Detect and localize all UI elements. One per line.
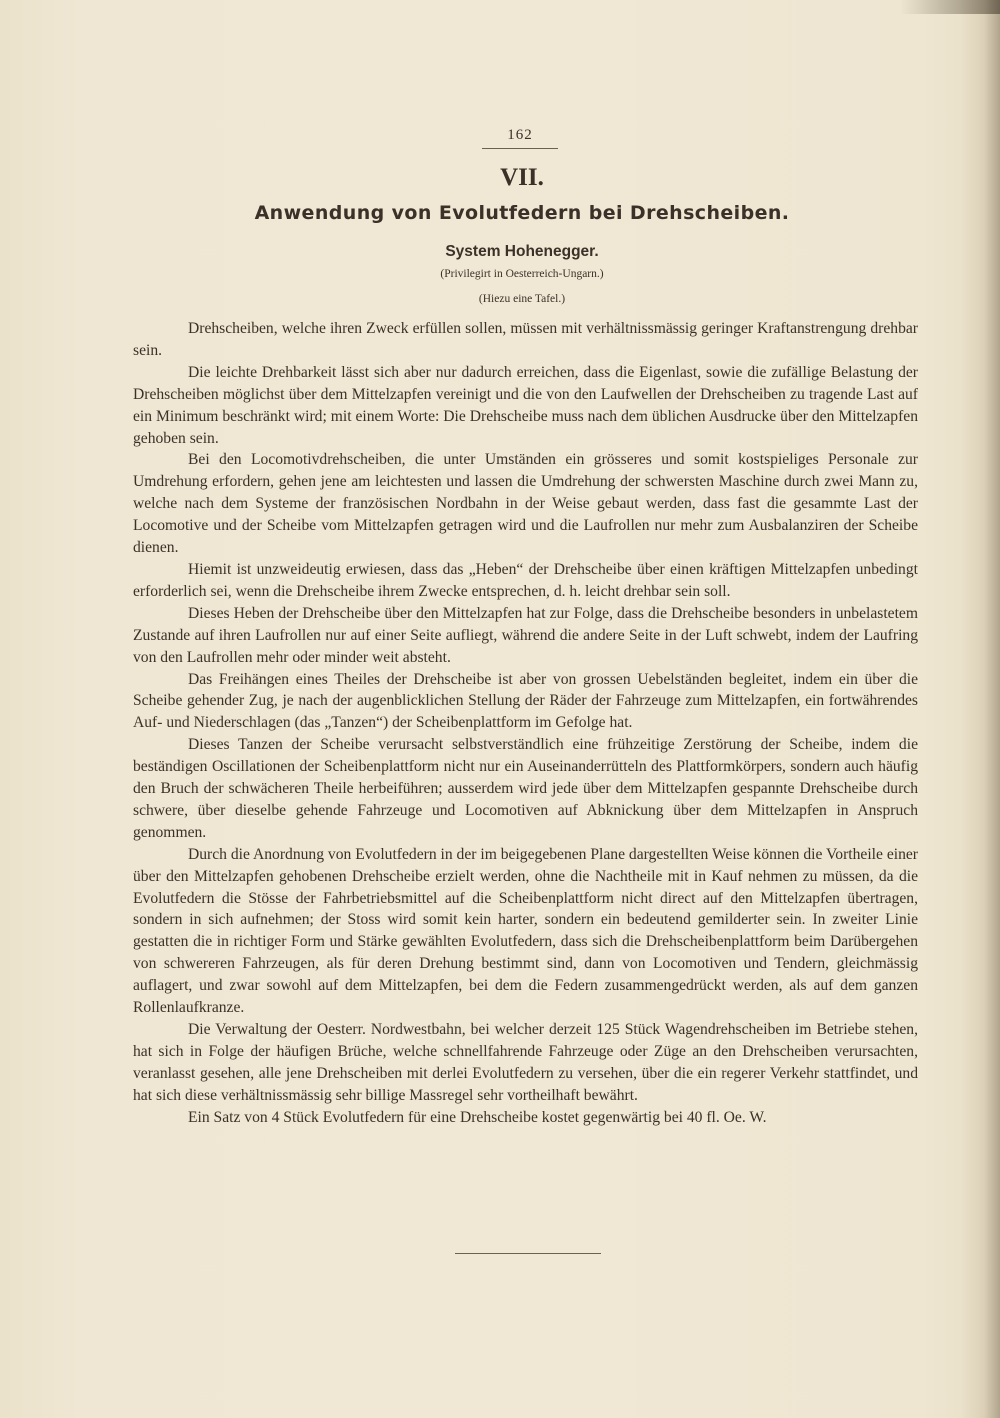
paragraph: Dieses Tanzen der Scheibe verursacht selbstverständlich eine frühzeitige Zerstörung der Scheibe, indem die beständigen Oscillationen der Scheibenplattform nicht nur ein Auseinanderrütteln des Plattformkörpers, sondern auch häufig den Bruch der schwächeren Theile herbeiführen; ausserdem wird jede über dem Mittelzapfen gespannte Drehscheibe durch schwere, über dieselbe gehende Fahrzeuge und Locomotiven auf Abknickung über dem Mittelzapfen in Anspruch genommen. [133, 736, 918, 841]
paragraph: Das Freihängen eines Theiles der Drehscheibe ist aber von grossen Uebelständen begleitet, indem ein über die Scheibe gehender Zug, je nach der augenblicklichen Stellung der Räder der Fahrzeuge zum Mittelzapfen, ein fortwährendes Auf- und Niederschlagen (das „Tanzen“) der Scheibenplattform im Gefolge hat. [133, 670, 918, 732]
paragraph: Ein Satz von 4 Stück Evolutfedern für eine Drehscheibe kostet gegenwärtig bei 40 fl. Oe. W. [188, 1108, 767, 1126]
page-number-rule [482, 148, 558, 149]
paragraph: Hiemit ist unzweideutig erwiesen, dass das „Heben“ der Drehscheibe über einen kräftigen Mittelzapfen unbedingt erforderlich sei, wenn die Drehscheibe ihrem Zwecke entsprechen, d. h. leicht drehbar sein soll. [133, 560, 918, 600]
paragraph: Drehscheiben, welche ihren Zweck erfüllen sollen, müssen mit verhältnissmässig geringer Kraftanstrengung drehbar sein. [133, 320, 918, 359]
plate-note: (Hiezu eine Tafel.) [478, 293, 566, 305]
page-corner-shadow [900, 0, 1000, 14]
article-body [133, 318, 918, 1129]
page-number: 162 [507, 127, 533, 143]
paragraph: Dieses Heben der Drehscheibe über den Mittelzapfen hat zur Folge, dass die Drehscheibe besonders in unbelastetem Zustande auf ihren Laufrollen nur auf einer Seite aufliegt, während die andere Seite in der Luft schwebt, indem der Laufring von den Laufrollen mehr oder minder weit absteht. [133, 604, 918, 666]
page-title: Anwendung von Evolutfedern bei Drehscheiben. [254, 202, 790, 224]
privilege-note: (Privilegirt in Oesterreich-Ungarn.) [440, 268, 604, 280]
end-rule [455, 1253, 601, 1254]
chapter-number: VII. [500, 164, 544, 191]
paragraph: Durch die Anordnung von Evolutfedern in der im beigegebenen Plane dargestellten Weise können die Vortheile einer über den Mittelzapfen gehobenen Drehscheibe erzielt werden, ohne die Nachtheile mit in Kauf nehmen zu müssen, da die Evolutfedern die Stösse der Fahrbetriebsmittel auf die Scheibenplattform nicht direct auf den Mittelzapfen übertragen, sondern in sich aufnehmen; der Stoss wird somit kein harter, sondern ein bedeutend gemilderter sein. In zweiter Linie gestatten die in richtiger Form und Stärke gewählten Evolutfedern, dass sich die Drehscheibenplattform beim Darübergehen von schwereren Fahrzeugen, als für deren Drehung bestimmt sind, dann von Locomotiven und Tendern, gleichmässig auflagert, und zwar sowohl auf dem Mittelzapfen, bei dem die Federn zusammengedrückt werden, als auf dem ganzen Rollenlaufkranze. [133, 845, 918, 1017]
paragraph: Bei den Locomotivdrehscheiben, die unter Umständen ein grösseres und somit kostspieliges Personale zur Umdrehung erfordern, gehen jene am leichtesten und lassen die Umdrehung der schwersten Maschine durch zwei Mann zu, welche nach dem Systeme der französischen Nordbahn in der Weise gebaut werden, dass fast die gesammte Last der Locomotive und der Scheibe vom Mittelzapfen getragen wird und die Laufrollen nur mehr zum Ausbalanziren der Scheibe dienen. [133, 451, 918, 557]
system-subtitle: System Hohenegger. [445, 243, 599, 260]
paragraph: Die Verwaltung der Oesterr. Nordwestbahn, bei welcher derzeit 125 Stück Wagendrehscheiben im Betriebe stehen, hat sich in Folge der häufigen Brüche, welche schnellfahrende Fahrzeuge oder Züge an den Drehscheiben verursachten, veranlasst gesehen, alle jene Drehscheiben mit derlei Evolutfedern zu versehen, über die ein regerer Verkehr stattfindet, und hat sich diese verhältnissmässig sehr billige Massregel sehr vortheilhaft bewährt. [133, 1021, 918, 1104]
paragraph: Die leichte Drehbarkeit lässt sich aber nur dadurch erreichen, dass die Eigenlast, sowie die zufällige Belastung der Drehscheiben möglichst über dem Mittelzapfen vereinigt und die von den Laufwellen der Drehscheiben zu tragende Last auf ein Minimum beschränkt wird; mit einem Worte: Die Drehscheibe muss nach dem üblichen Ausdrucke über den Mittelzapfen gehoben sein. [133, 363, 918, 447]
